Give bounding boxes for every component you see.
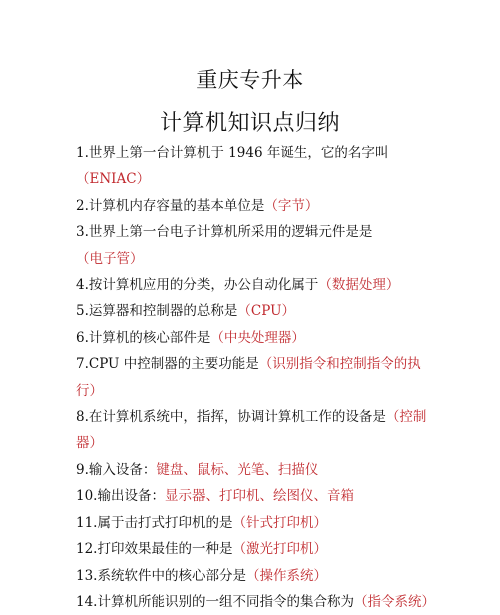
list-item xyxy=(76,404,436,457)
item-answer: （电子管） xyxy=(76,250,144,267)
item-question: 3.世界上第一台电子计算机所采用的逻辑元件是是 xyxy=(76,224,373,241)
item-question: 4.按计算机应用的分类，办公自动化属于 xyxy=(76,277,319,294)
item-answer: （操作系统） xyxy=(245,567,327,584)
list-item xyxy=(76,272,436,298)
list-item xyxy=(76,510,436,536)
item-question: 1.世界上第一台计算机于 1946 年诞生，它的名字叫 xyxy=(76,145,389,161)
list-item xyxy=(76,351,436,404)
item-answer: 键盘、鼠标、光笔、扫描仪 xyxy=(156,461,319,478)
list-item xyxy=(76,193,436,219)
item-answer: （针式打印机） xyxy=(232,514,327,531)
item-question: 6.计算机的核心部件是 xyxy=(76,329,211,346)
list-item xyxy=(76,483,436,509)
item-answer: （识别指令和控制指令的执行） xyxy=(76,356,421,399)
item-answer: （ENIAC） xyxy=(76,171,151,188)
item-question: 2.计算机内存容量的基本单位是 xyxy=(76,197,265,214)
item-answer: （指令系统） xyxy=(353,593,435,610)
item-question: 7.CPU 中控制器的主要功能是 xyxy=(76,356,259,373)
item-question: 9.输入设备： xyxy=(76,461,157,478)
item-question: 12.打印效果最佳的一种是 xyxy=(76,541,233,558)
item-answer: （数据处理） xyxy=(318,277,400,294)
knowledge-list xyxy=(76,140,436,615)
item-question: 11.属于击打式打印机的是 xyxy=(76,514,233,531)
list-item xyxy=(76,219,436,272)
list-item xyxy=(76,589,436,615)
item-question: 14.计算机所能识别的一组不同指令的集合称为 xyxy=(76,593,354,610)
item-answer: （控制器） xyxy=(76,409,427,452)
item-answer: （中央处理器） xyxy=(210,329,305,346)
item-answer: （CPU） xyxy=(237,303,295,320)
list-item xyxy=(76,457,436,483)
item-answer: （激光打印机） xyxy=(232,541,327,558)
list-item xyxy=(76,298,436,324)
list-item xyxy=(76,325,436,351)
item-question: 8.在计算机系统中，指挥，协调计算机工作的设备是 xyxy=(76,409,386,426)
list-item xyxy=(76,536,436,562)
item-question: 5.运算器和控制器的总称是 xyxy=(76,303,238,320)
list-item xyxy=(76,140,436,193)
document-title: 重庆专升本 xyxy=(196,68,304,92)
item-question: 10.输出设备： xyxy=(76,488,165,505)
item-question: 13.系统软件中的核心部分是 xyxy=(76,567,246,584)
item-answer: （字节） xyxy=(264,197,319,214)
document-subtitle: 计算机知识点归纳 xyxy=(159,111,340,136)
list-item xyxy=(76,563,436,589)
item-answer: 显示器、打印机、绘图仪、音箱 xyxy=(164,488,354,505)
